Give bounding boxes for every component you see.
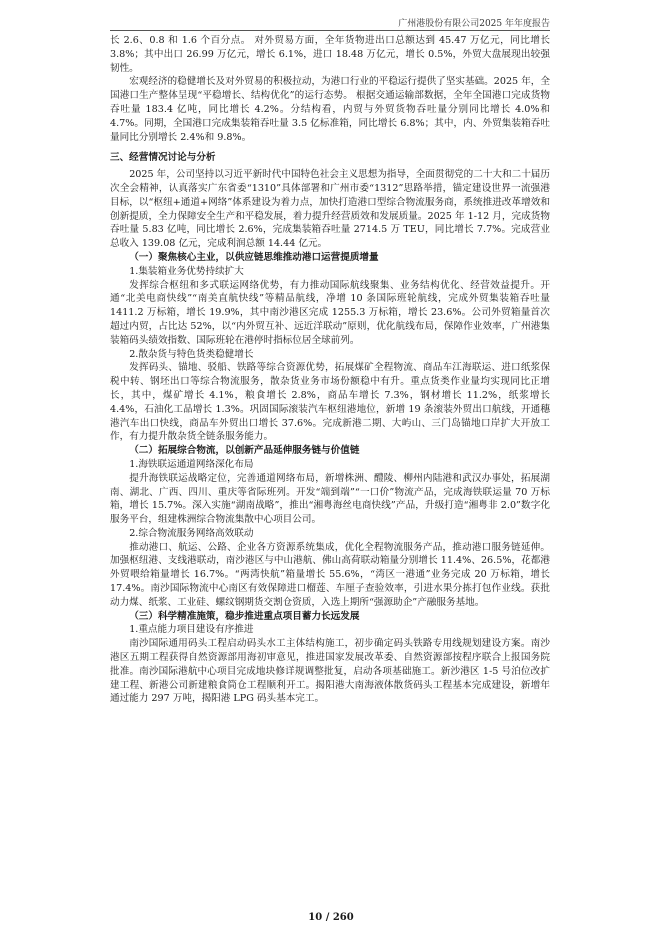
paragraph-overview: 2025 年，公司坚持以习近平新时代中国特色社会主义思想为指导，全面贯彻党的二十大和二十届历次全会精神，认真落实广东省委“1310”具体部署和广州市委“1312”思路举措，锚定建设世界一流强港目标，以“枢纽+通道+网络”体系建设为着力点，加快打造港口型综合物流服务商，系统推进改革增效和创新提质，全力保障安全生产和平稳发展，着力提升经营质效和发展质量。2025 年 1-12 月，完成货物吞吐量 5.83 亿吨，同比增长 2.6%，完成集装箱吞吐量 2714.5 万 TEU，同比增长 7.7%。完成营业总收入 139.08 亿元，完成利润总额 14.44 亿元。 [110,169,550,250]
document-body [110,34,550,706]
paragraph-trade: 长 2.6、0.8 和 1.6 个百分点。 对外贸易方面，全年货物进出口总额达到 45.47 万亿元，同比增长 3.8%；其中出口 26.99 万亿元，增长 6.1%，进口 18.48 万亿元，增长 0.5%，外贸大盘展现出较强韧性。 [110,35,550,74]
subheading-logistics: （二）拓展综合物流，以创新产品延伸服务链与价值链 [129,445,360,457]
page-number: 10 / 260 [308,912,354,923]
page-header: 广州港股份有限公司2025 年年度报告 [398,19,550,29]
paragraph-sea-rail: 提升海铁联运战略定位，完善通道网络布局，新增株洲、醴陵、柳州内陆港和武汉办事处，拓展湖南、湖北、广西、四川、重庆等省际班列。开发“端到端”“一口价”物流产品，完成海铁联运量 70 万标箱，增长 15.7%。深入实施“湖南战略”，推出“湘粤海丝电商快线”产品，升级打造“湘粤非 2.0”数字化服务平台，组建株洲综合物流集散中心项目公司。 [110,472,550,526]
item-bulk-cargo: 2.散杂货与特色货类稳健增长 [129,348,254,360]
paragraph-bulk-cargo: 发挥码头、锚地、驳船、铁路等综合资源优势，拓展煤矿全程物流、商品车江海联运、进口纸浆保税中转、钢坯出口等综合物流服务，散杂货业务市场份额稳中有升。重点货类作业量均实现同比正增长，其中，煤矿增长 4.1%，粮食增长 2.8%，商品车增长 7.3%，钢材增长 11.2%，纸浆增长 4.4%，石油化工品增长 1.3%。巩固国际滚装汽车枢纽港地位，新增 19 条滚装外贸出口航线，开通穗港汽车出口快线，商品车外贸出口增长 37.6%。完成新港二期、大屿山、三门岛锚地口岸扩大开放工作，有力提升散杂货全链条服务能力。 [110,362,550,443]
item-logistics-network: 2.综合物流服务网络高效联动 [129,527,254,539]
subheading-core-business: （一）聚焦核心主业，以供应链思维推动港口运营提质增量 [129,251,379,263]
paragraph-container-business: 发挥综合枢纽和多式联运网络优势，有力推动国际航线聚集、业务结构优化、经营效益提升。开通“北美电商快线”“南美直航快线”等精品航线，净增 10 条国际班轮航线，完成外贸集装箱吞吐量 1411.2 万标箱，增长 19.9%，其中南沙港区完成 1255.3 万标箱，增长 23.6%。公司外贸箱量首次超过内贸，占比达 52%，以“内外贸互补、远近洋联动”原则，优化航线布局，保障作业效率，广州港集装箱码头绩效指数、国际班轮在港停时指标位居全球前列。 [110,279,550,346]
item-sea-rail: 1.海铁联运通道网络深化布局 [129,458,254,470]
header-divider [110,30,550,31]
item-capacity-projects: 1.重点能力项目建设有序推进 [129,624,254,636]
section-heading-operations: 三、经营情况讨论与分析 [110,152,216,164]
paragraph-capacity-projects: 南沙国际通用码头工程启动码头水工主体结构施工，初步确定码头铁路专用线规划建设方案。南沙港区五期工程获得自然资源部用海初审意见，推进国家发展改革委、自然资源部按程序联合上报国务院批准。南沙国际港航中心项目完成地块修详规调整批复，启动各项基础施工。新沙港区 1-5 号泊位改扩建工程、新港公司新建粮食筒仓工程顺利开工。揭阳港大南海液体散货码头工程基本完成建设，新增年通过能力 297 万吨，揭阳港 LPG 码头基本完工。 [110,638,550,705]
paragraph-logistics-network: 推动港口、航运、公路、企业各方资源系统集成，优化全程物流服务产品，推动港口服务链延伸。加强枢纽港、支线港联动，南沙港区与中山港航、佛山高荷联动箱量分别增长 11.4%、26.5%，花都港外贸喂给箱量增长 16.7%。“两湾快航”箱量增长 55.6%，“湾区一港通”业务完成 20 万标箱，增长 17.4%。南沙国际物流中心南区有效保障进口榴莲、车厘子查验效率，引进水果分拣打包作业线。获批动力煤、纸浆、工业硅、螺纹钢期货交割仓资质，入选上期所“强源助企”产融服务基地。 [110,541,550,608]
item-container-business: 1.集装箱业务优势持续扩大 [129,265,244,277]
subheading-key-projects: （三）科学精准施策，稳步推进重点项目蓄力长远发展 [129,610,360,622]
paragraph-port-industry: 宏观经济的稳健增长及对外贸易的积极拉动，为港口行业的平稳运行提供了坚实基础。2025 年，全国港口生产整体呈现“平稳增长、结构优化”的运行态势。 根据交通运输部数据，全年全国港口完成货物吞吐量 183.4 亿吨，同比增长 4.2%。分结构看，内贸与外贸货物吞吐量分别同比增长 4.0%和 4.7%。同期，全国港口完成集装箱吞吐量 3.5 亿标准箱，同比增长 6.8%；其中，内、外贸集装箱吞吐量同比分别增长 2.4%和 9.8%。 [110,76,550,143]
